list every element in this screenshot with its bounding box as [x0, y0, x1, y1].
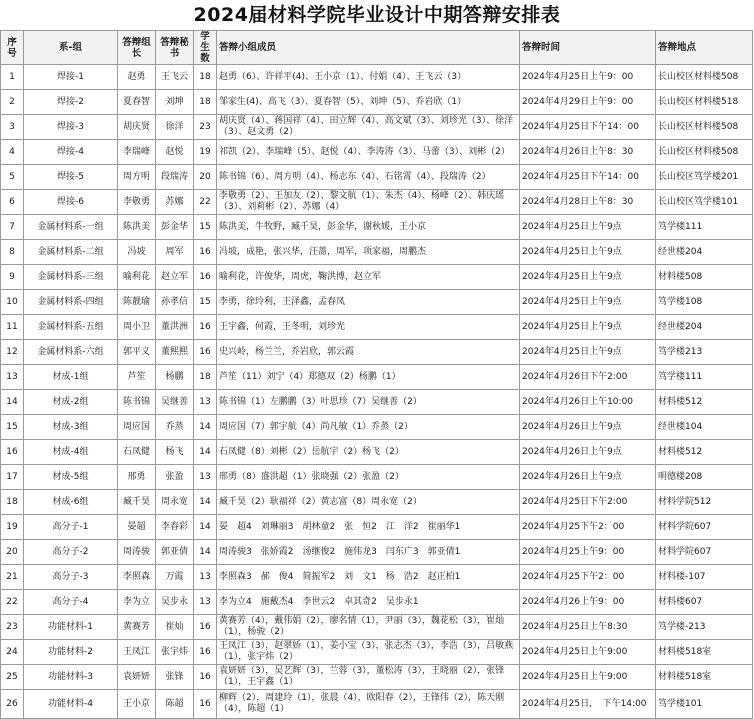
- cell-secretary[interactable]: 李春彩: [156, 515, 194, 540]
- cell-secretary[interactable]: 吴步永: [156, 590, 194, 615]
- schedule-table: [0, 30, 753, 719]
- cell-time[interactable]: 2024年4月25日上午9:00: [520, 640, 656, 665]
- cell-count[interactable]: 18: [194, 365, 217, 390]
- cell-members[interactable]: 周应国（7）郭宇航（4）尚凡敏（1）乔蒸（2）: [217, 415, 520, 440]
- cell-members[interactable]: 胡庆贤（4）、蒋国祥（4）、田立辉（4）、高文斌（3）、刘珍光（3）、徐洋（3）、赵文勇（2）: [217, 115, 520, 140]
- cell-place[interactable]: 笃学楼111: [656, 215, 753, 240]
- cell-no[interactable]: 9: [1, 265, 24, 290]
- cell-no[interactable]: 7: [1, 215, 24, 240]
- cell-leader[interactable]: 李为立: [118, 590, 156, 615]
- cell-secretary[interactable]: 吴继善: [156, 390, 194, 415]
- cell-secretary[interactable]: 彭金华: [156, 215, 194, 240]
- cell-no[interactable]: 22: [1, 590, 24, 615]
- table-row[interactable]: [1, 290, 753, 315]
- cell-place[interactable]: 长山校区材料楼508: [656, 140, 753, 165]
- cell-no[interactable]: 23: [1, 615, 24, 640]
- cell-place[interactable]: 长山校区材料楼518: [656, 90, 753, 115]
- cell-secretary[interactable]: 杨鹏: [156, 365, 194, 390]
- cell-time[interactable]: 2024年4月28日上午8：30: [520, 190, 656, 215]
- cell-count[interactable]: 16: [194, 615, 217, 640]
- cell-time[interactable]: 2024年4月26日上午9点: [520, 465, 656, 490]
- cell-secretary[interactable]: 董熙熙: [156, 340, 194, 365]
- cell-group[interactable]: 材成-2组: [24, 390, 118, 415]
- header-time: 答辩时间: [520, 31, 656, 65]
- cell-members[interactable]: 李勇，徐玲利，王泽鑫，孟春凤: [217, 290, 520, 315]
- cell-time[interactable]: 2024年4月25日上午9点: [520, 315, 656, 340]
- cell-secretary[interactable]: 郭亚倩: [156, 540, 194, 565]
- table-body: [1, 65, 753, 719]
- cell-secretary[interactable]: 刘坤: [156, 90, 194, 115]
- cell-secretary[interactable]: 张盈: [156, 465, 194, 490]
- header-group: 系-组: [24, 31, 118, 65]
- cell-leader[interactable]: 石凤健: [118, 440, 156, 465]
- cell-time[interactable]: 2024年4月25日上午8:30: [520, 615, 656, 640]
- cell-leader[interactable]: 周方明: [118, 165, 156, 190]
- cell-place[interactable]: 材料学院512: [656, 490, 753, 515]
- table-row[interactable]: [1, 90, 753, 115]
- cell-count[interactable]: 22: [194, 190, 217, 215]
- cell-group[interactable]: 功能材料-4: [24, 690, 118, 719]
- cell-group[interactable]: 材成-3组: [24, 415, 118, 440]
- cell-place[interactable]: 长山校区笃学楼101: [656, 190, 753, 215]
- cell-time[interactable]: 2024年4月25日下午2:00: [520, 490, 656, 515]
- cell-leader[interactable]: 王小京: [118, 690, 156, 719]
- cell-secretary[interactable]: 徐洋: [156, 115, 194, 140]
- cell-place[interactable]: 经世楼104: [656, 415, 753, 440]
- cell-secretary[interactable]: 王飞云: [156, 65, 194, 90]
- cell-time[interactable]: 2024年4月25日下午14：00: [520, 115, 656, 140]
- cell-place[interactable]: 经世楼204: [656, 315, 753, 340]
- cell-members[interactable]: 邢勇（8）盛洪超（1）张晓强（2）张盈（2）: [217, 465, 520, 490]
- cell-group[interactable]: 材成-4组: [24, 440, 118, 465]
- cell-members[interactable]: 陈书锦（1）左鹏鹏（3）叶思珍（7）吴继善（2）: [217, 390, 520, 415]
- cell-time[interactable]: 2024年4月25下午2：00: [520, 565, 656, 590]
- table-row[interactable]: [1, 615, 753, 640]
- cell-no[interactable]: 16: [1, 440, 24, 465]
- cell-secretary[interactable]: 苏娜: [156, 190, 194, 215]
- cell-no[interactable]: 17: [1, 465, 24, 490]
- cell-count[interactable]: 15: [194, 215, 217, 240]
- cell-group[interactable]: 焊接-3: [24, 115, 118, 140]
- cell-place[interactable]: 长山校区笃学楼201: [656, 165, 753, 190]
- cell-members[interactable]: 晏 超4 刘琳丽3 胡林童2 张 恒2 江 洋2 崔丽华1: [217, 515, 520, 540]
- cell-place[interactable]: 材料楼518室: [656, 640, 753, 665]
- cell-secretary[interactable]: 孙孝信: [156, 290, 194, 315]
- header-place: 答辩地点: [656, 31, 753, 65]
- table-row[interactable]: [1, 415, 753, 440]
- table-row[interactable]: [1, 640, 753, 665]
- table-row[interactable]: [1, 265, 753, 290]
- header-count: 学生数: [194, 31, 217, 65]
- cell-group[interactable]: 金属材料系-一组: [24, 215, 118, 240]
- table-row[interactable]: [1, 140, 753, 165]
- cell-time[interactable]: 2024年4月25日下午14：00: [520, 165, 656, 190]
- table-row[interactable]: [1, 215, 753, 240]
- header-row: [1, 31, 753, 65]
- cell-group[interactable]: 焊接-4: [24, 140, 118, 165]
- cell-group[interactable]: 高分子-4: [24, 590, 118, 615]
- cell-count[interactable]: 13: [194, 465, 217, 490]
- cell-no[interactable]: 15: [1, 415, 24, 440]
- table-row[interactable]: [1, 540, 753, 565]
- table-row[interactable]: [1, 490, 753, 515]
- cell-leader[interactable]: 陈靓瑜: [118, 290, 156, 315]
- cell-group[interactable]: 高分子-1: [24, 515, 118, 540]
- cell-secretary[interactable]: 陈超: [156, 690, 194, 719]
- table-row[interactable]: [1, 665, 753, 690]
- cell-place[interactable]: 材料楼512: [656, 440, 753, 465]
- cell-count[interactable]: 13: [194, 590, 217, 615]
- cell-no[interactable]: 10: [1, 290, 24, 315]
- cell-members[interactable]: 陈书锦（6）、周方明（4）、杨志东（4）、石铭霄（4）、段瑞涛（2）: [217, 165, 520, 190]
- cell-no[interactable]: 6: [1, 190, 24, 215]
- cell-leader[interactable]: 赵勇: [118, 65, 156, 90]
- cell-place[interactable]: 材料楼607: [656, 590, 753, 615]
- cell-count[interactable]: 14: [194, 440, 217, 465]
- cell-time[interactable]: 2024年4月26日上午8：30: [520, 140, 656, 165]
- header-members: 答辩小组成员: [217, 31, 520, 65]
- cell-count[interactable]: 13: [194, 565, 217, 590]
- cell-place[interactable]: 长山校区材料楼508: [656, 65, 753, 90]
- cell-group[interactable]: 高分子-3: [24, 565, 118, 590]
- cell-time[interactable]: 2024年4月25日上午9点: [520, 340, 656, 365]
- cell-count[interactable]: 16: [194, 690, 217, 719]
- cell-time[interactable]: 2024年4月26日下午2:00: [520, 365, 656, 390]
- table-row[interactable]: [1, 190, 753, 215]
- cell-leader[interactable]: 冯坡: [118, 240, 156, 265]
- cell-count[interactable]: 19: [194, 140, 217, 165]
- cell-leader[interactable]: 胡庆贤: [118, 115, 156, 140]
- cell-place[interactable]: 笃学楼108: [656, 290, 753, 315]
- cell-group[interactable]: 焊接-6: [24, 190, 118, 215]
- cell-count[interactable]: 16: [194, 315, 217, 340]
- cell-members[interactable]: 赵勇（6）、许祥平(4)、王小京（1）、付娟（4）、王飞云（3）: [217, 65, 520, 90]
- cell-members[interactable]: 周涛骏3 张娇霞2 汤继俊2 施伟龙3 闫东广3 郭亚倩1: [217, 540, 520, 565]
- cell-count[interactable]: 18: [194, 90, 217, 115]
- cell-count[interactable]: 23: [194, 115, 217, 140]
- cell-group[interactable]: 材成-5组: [24, 465, 118, 490]
- cell-time[interactable]: 2024年4月25日， 下午14:00: [520, 690, 656, 719]
- cell-group[interactable]: 焊接-2: [24, 90, 118, 115]
- cell-time[interactable]: 2024年4月26日上午9点: [520, 415, 656, 440]
- table-row[interactable]: [1, 390, 753, 415]
- cell-no[interactable]: 25: [1, 665, 24, 690]
- cell-count[interactable]: 16: [194, 265, 217, 290]
- cell-group[interactable]: 功能材料-1: [24, 615, 118, 640]
- cell-leader[interactable]: 王凤江: [118, 640, 156, 665]
- cell-leader[interactable]: 周涛骏: [118, 540, 156, 565]
- cell-members[interactable]: 石凤健（8）刘彬（2）岳航宇（2）杨飞（2）: [217, 440, 520, 465]
- header-leader: 答辩组长: [118, 31, 156, 65]
- cell-time[interactable]: 2024年4月25日上午9:00: [520, 665, 656, 690]
- cell-no[interactable]: 4: [1, 140, 24, 165]
- cell-place[interactable]: 材料楼512: [656, 390, 753, 415]
- cell-time[interactable]: 2024年4月26日上午10:00: [520, 390, 656, 415]
- cell-secretary[interactable]: 周永宽: [156, 490, 194, 515]
- cell-count[interactable]: 13: [194, 390, 217, 415]
- cell-members[interactable]: 史兴岭，杨兰兰，乔岩欣，郭云霞: [217, 340, 520, 365]
- cell-group[interactable]: 功能材料-2: [24, 640, 118, 665]
- cell-secretary[interactable]: 赵悦: [156, 140, 194, 165]
- cell-place[interactable]: 笃学楼-213: [656, 615, 753, 640]
- cell-secretary[interactable]: 段瑞涛: [156, 165, 194, 190]
- cell-place[interactable]: 材料楼508: [656, 265, 753, 290]
- cell-members[interactable]: 邹家生(4)、高飞（3）、夏春智（5）、刘坤（5）、乔岩欣（1）: [217, 90, 520, 115]
- cell-group[interactable]: 材成-1组: [24, 365, 118, 390]
- cell-no[interactable]: 14: [1, 390, 24, 415]
- cell-time[interactable]: 2024年4月29日上午9：00: [520, 90, 656, 115]
- cell-group[interactable]: 金属材料系-二组: [24, 240, 118, 265]
- cell-members[interactable]: 柳辉（2），周建玲（1），张晨（4），欧阳春（2），王锋伟（2），陈天刚（4），陈超（1）: [217, 690, 520, 719]
- cell-group[interactable]: 金属材料系-三组: [24, 265, 118, 290]
- cell-members[interactable]: 黄赛芳（4），戴伟娟（2），廖名情（1），尹丽（3），魏花松（3），崔灿（1），杨骏（2）: [217, 615, 520, 640]
- cell-members[interactable]: 喻利花，许俊华，周虎，鞠洪博，赵立军: [217, 265, 520, 290]
- cell-secretary[interactable]: 万霞: [156, 565, 194, 590]
- cell-leader[interactable]: 郭平义: [118, 340, 156, 365]
- table-row[interactable]: [1, 565, 753, 590]
- cell-count[interactable]: 20: [194, 165, 217, 190]
- sheet-title: 2024届材料学院毕业设计中期答辩安排表: [193, 4, 561, 26]
- cell-group[interactable]: 焊接-1: [24, 65, 118, 90]
- cell-secretary[interactable]: 董洪洲: [156, 315, 194, 340]
- cell-secretary[interactable]: 张锋: [156, 665, 194, 690]
- cell-no[interactable]: 26: [1, 690, 24, 719]
- cell-time[interactable]: 2024年4月25日上午9：00: [520, 65, 656, 90]
- cell-count[interactable]: 14: [194, 540, 217, 565]
- cell-place[interactable]: 笃学楼213: [656, 340, 753, 365]
- cell-time[interactable]: 2024年4月25日上午9点: [520, 290, 656, 315]
- cell-no[interactable]: 13: [1, 365, 24, 390]
- cell-place[interactable]: 材料学院607: [656, 540, 753, 565]
- cell-secretary[interactable]: 张宇炜: [156, 640, 194, 665]
- cell-members[interactable]: 冯坡，成艳，张兴华，汪蔷，周军，项家福，周鹏杰: [217, 240, 520, 265]
- cell-count[interactable]: 16: [194, 640, 217, 665]
- cell-place[interactable]: 长山校区材料楼508: [656, 115, 753, 140]
- cell-leader[interactable]: 喻利花: [118, 265, 156, 290]
- cell-count[interactable]: 16: [194, 340, 217, 365]
- cell-place[interactable]: 笃学楼111: [656, 365, 753, 390]
- table-row[interactable]: [1, 515, 753, 540]
- cell-members[interactable]: 李为立4 施戴杰4 李世云2 卓其奇2 吴步永1: [217, 590, 520, 615]
- cell-time[interactable]: 2024年4月25日上午9点: [520, 265, 656, 290]
- table-row[interactable]: [1, 240, 753, 265]
- cell-leader[interactable]: 陈洪美: [118, 215, 156, 240]
- cell-secretary[interactable]: 赵立军: [156, 265, 194, 290]
- cell-members[interactable]: 陈洪美，牛牧野，臧千昊，彭金华，谢秋媛，王小京: [217, 215, 520, 240]
- cell-time[interactable]: 2024年4月25上午9：00: [520, 540, 656, 565]
- cell-leader[interactable]: 袁妍妍: [118, 665, 156, 690]
- cell-leader[interactable]: 周应国: [118, 415, 156, 440]
- cell-secretary[interactable]: 周军: [156, 240, 194, 265]
- cell-leader[interactable]: 夏春智: [118, 90, 156, 115]
- cell-no[interactable]: 8: [1, 240, 24, 265]
- cell-group[interactable]: 功能材料-3: [24, 665, 118, 690]
- cell-leader[interactable]: 黄赛芳: [118, 615, 156, 640]
- cell-place[interactable]: 材料学院607: [656, 515, 753, 540]
- table-row[interactable]: [1, 465, 753, 490]
- cell-place[interactable]: 经世楼204: [656, 240, 753, 265]
- cell-place[interactable]: 材料楼518室: [656, 665, 753, 690]
- cell-leader[interactable]: 周小卫: [118, 315, 156, 340]
- cell-no[interactable]: 18: [1, 490, 24, 515]
- cell-no[interactable]: 20: [1, 540, 24, 565]
- cell-leader[interactable]: 李瑞峰: [118, 140, 156, 165]
- cell-group[interactable]: 金属材料系-五组: [24, 315, 118, 340]
- cell-secretary[interactable]: 崔灿: [156, 615, 194, 640]
- table-row[interactable]: [1, 590, 753, 615]
- cell-members[interactable]: 臧千昊（2）耿福祥（2）黄志富（8）周永宽（2）: [217, 490, 520, 515]
- table-row[interactable]: [1, 340, 753, 365]
- cell-group[interactable]: 金属材料系-四组: [24, 290, 118, 315]
- cell-leader[interactable]: 李照森: [118, 565, 156, 590]
- cell-members[interactable]: 王宇鑫，何霞，王冬明，刘珍光: [217, 315, 520, 340]
- cell-members[interactable]: 袁妍妍（3），吴艺辉（3），兰蓉（3），董松涛（3），王晓丽（2），张锋（1），王宇鑫（1）: [217, 665, 520, 690]
- cell-leader[interactable]: 陈书锦: [118, 390, 156, 415]
- cell-place[interactable]: 笃学楼101: [656, 690, 753, 719]
- cell-members[interactable]: 王凤江（3），赵翠娇（1），姜小宝（3），张志杰（3），李浩（3），吕敏燕（1），张宇炜（2）: [217, 640, 520, 665]
- cell-count[interactable]: 15: [194, 290, 217, 315]
- cell-members[interactable]: 祁凯（2）、李瑞峰（5）、赵悦（4）、李涛涛（3）、马蕾（3）、刘彬（2）: [217, 140, 520, 165]
- header-no: 序号: [1, 31, 24, 65]
- cell-group[interactable]: 金属材料系-六组: [24, 340, 118, 365]
- cell-count[interactable]: 18: [194, 65, 217, 90]
- cell-no[interactable]: 19: [1, 515, 24, 540]
- table-row[interactable]: [1, 440, 753, 465]
- header-secretary: 答辩秘书: [156, 31, 194, 65]
- cell-count[interactable]: 14: [194, 515, 217, 540]
- cell-no[interactable]: 11: [1, 315, 24, 340]
- table-row[interactable]: [1, 165, 753, 190]
- cell-no[interactable]: 24: [1, 640, 24, 665]
- table-row[interactable]: [1, 690, 753, 719]
- cell-leader[interactable]: 晏超: [118, 515, 156, 540]
- cell-count[interactable]: 16: [194, 240, 217, 265]
- cell-no[interactable]: 12: [1, 340, 24, 365]
- cell-place[interactable]: 材料楼-107: [656, 565, 753, 590]
- cell-place[interactable]: 明德楼208: [656, 465, 753, 490]
- cell-time[interactable]: 2024年4月25日上午9点: [520, 240, 656, 265]
- cell-group[interactable]: 高分子-2: [24, 540, 118, 565]
- table-row[interactable]: [1, 365, 753, 390]
- cell-secretary[interactable]: 杨飞: [156, 440, 194, 465]
- cell-members[interactable]: 李敬勇（2）、王加友（2）、黎文航（1）、朱杰（4）、杨峰（2）、韩庆瑶（3）、刘莉彬（2）、苏娜（4）: [217, 190, 520, 215]
- table-row[interactable]: [1, 115, 753, 140]
- cell-members[interactable]: 李照森3 郝 俊4 简振军2 刘 文1 杨 浩2 赵正柏1: [217, 565, 520, 590]
- cell-secretary[interactable]: 乔蒸: [156, 415, 194, 440]
- cell-time[interactable]: 2024年4月26日上午9点: [520, 440, 656, 465]
- cell-time[interactable]: 2024年4月25下午2：00: [520, 515, 656, 540]
- cell-time[interactable]: 2024年4月26上午9：00: [520, 590, 656, 615]
- table-row[interactable]: [1, 65, 753, 90]
- cell-time[interactable]: 2024年4月25日上午9点: [520, 215, 656, 240]
- cell-no[interactable]: 5: [1, 165, 24, 190]
- cell-leader[interactable]: 李敬勇: [118, 190, 156, 215]
- cell-no[interactable]: 1: [1, 65, 24, 90]
- cell-count[interactable]: 16: [194, 665, 217, 690]
- cell-no[interactable]: 2: [1, 90, 24, 115]
- cell-group[interactable]: 材成-6组: [24, 490, 118, 515]
- cell-count[interactable]: 14: [194, 415, 217, 440]
- cell-leader[interactable]: 芦笙: [118, 365, 156, 390]
- cell-leader[interactable]: 邢勇: [118, 465, 156, 490]
- cell-no[interactable]: 3: [1, 115, 24, 140]
- cell-members[interactable]: 芦笙（11）刘宁（4）郑德双（2）杨鹏（1）: [217, 365, 520, 390]
- cell-leader[interactable]: 臧千昊: [118, 490, 156, 515]
- cell-count[interactable]: 14: [194, 490, 217, 515]
- cell-no[interactable]: 21: [1, 565, 24, 590]
- cell-group[interactable]: 焊接-5: [24, 165, 118, 190]
- table-row[interactable]: [1, 315, 753, 340]
